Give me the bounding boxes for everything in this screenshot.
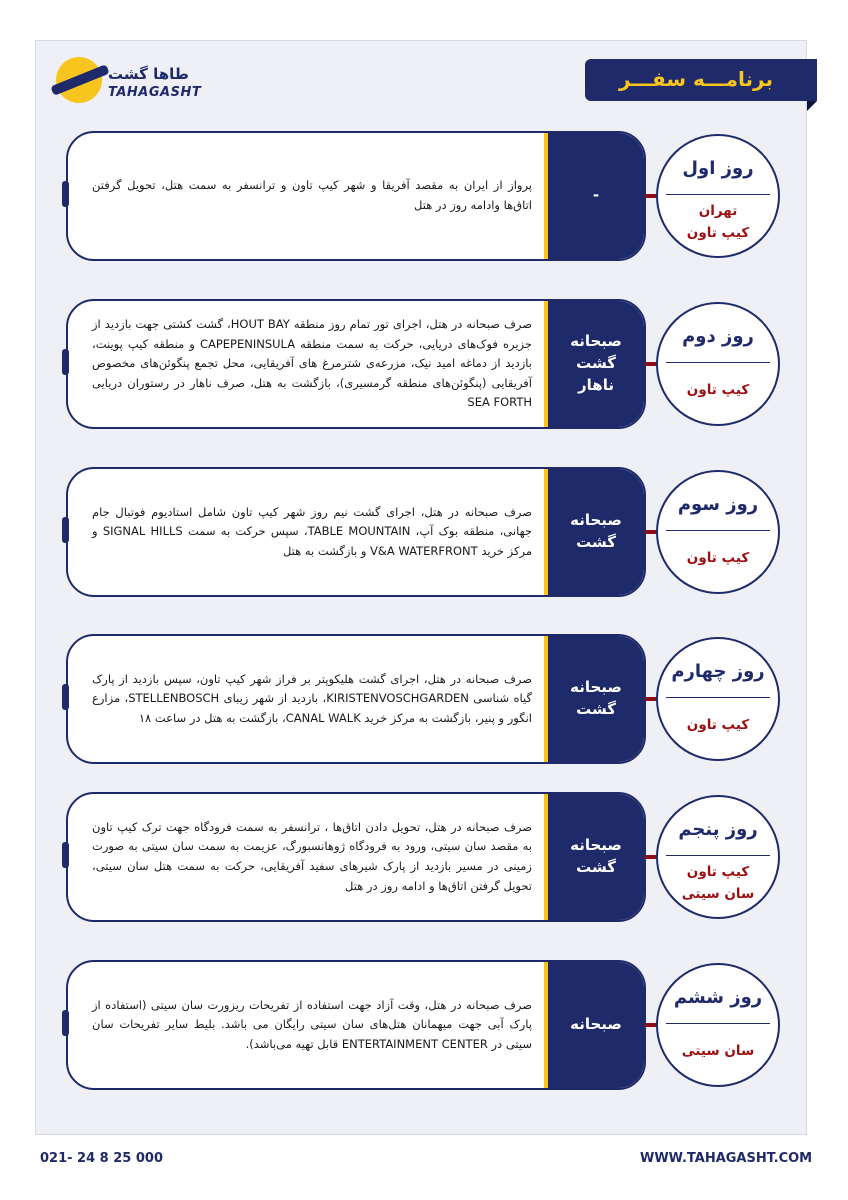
day-meals — [544, 469, 644, 595]
day-cities — [658, 538, 778, 578]
day-row — [0, 467, 848, 599]
day-meal: گشت — [576, 354, 616, 373]
day-divider — [666, 362, 770, 363]
day-meal: صبحانه — [570, 332, 622, 351]
day-city: کیپ تاون — [686, 549, 750, 566]
day-description: پرواز از ایران به مقصد آفریقا و شهر کیپ تاون و ترانسفر به سمت هتل، تحویل گرفتن اتاق‌ها وادامه روز در هتل — [92, 178, 532, 212]
day-city: سان سیتی — [681, 886, 755, 902]
card-edge-mark — [62, 684, 69, 710]
day-meal: صبحانه — [570, 1015, 622, 1034]
card-edge-mark — [62, 1010, 69, 1036]
day-city: کیپ تاون — [686, 716, 750, 733]
day-meals — [544, 301, 644, 427]
day-cities — [658, 202, 778, 242]
card-edge-mark — [62, 842, 69, 868]
day-meals — [544, 133, 644, 259]
day-meal: ناهار — [578, 375, 614, 394]
day-divider — [666, 194, 770, 195]
day-row — [0, 634, 848, 766]
day-cities — [658, 370, 778, 410]
day-description: صرف صبحانه در هتل، تحویل دادن اتاق‌ها ، ترانسفر به سمت فرودگاه جهت ترک کیپ تاون به مقصد سان سیتی، ورود به فرودگاه ژوهانسبورگ، عزیمت به سمت سان سیتی به صورت زمینی در مسیر بازدید از پارک شیرهای سفید آفریقایی، حرکت به سمت هتل سان سیتی، تحویل گرفتن اتاق‌ها و ادامه روز در هتل — [92, 819, 532, 893]
day-meal: گشت — [576, 700, 616, 718]
day-meal: صبحانه — [570, 511, 622, 530]
day-cities — [658, 705, 778, 745]
day-meal: گشت — [576, 533, 616, 551]
day-name: روز چهارم — [671, 661, 765, 682]
day-name: روز اول — [682, 158, 754, 179]
footer-website[interactable]: WWW.TAHAGASHT.COM — [640, 1151, 813, 1166]
day-badge — [656, 963, 780, 1087]
page-title-banner — [585, 59, 817, 101]
day-row — [0, 299, 848, 431]
day-card — [66, 792, 646, 922]
logo-name-en: TAHAGASHT — [108, 85, 202, 100]
day-card — [66, 131, 646, 261]
card-edge-mark — [62, 349, 69, 375]
day-city: تهران — [698, 202, 738, 219]
card-edge-mark — [62, 181, 69, 207]
card-edge-mark — [62, 517, 69, 543]
brand-logo — [50, 55, 202, 105]
day-cities — [658, 1031, 778, 1071]
day-badge — [656, 795, 780, 919]
day-card — [66, 960, 646, 1090]
day-card — [66, 634, 646, 764]
day-meals — [544, 636, 644, 762]
day-row — [0, 960, 848, 1092]
day-city: سان سیتی — [681, 1042, 755, 1059]
day-row — [0, 131, 848, 263]
page-title: برنامـــه سفـــر — [619, 67, 773, 91]
day-cities — [658, 863, 778, 903]
day-meal: گشت — [576, 858, 616, 876]
day-name: روز پنجم — [678, 819, 758, 840]
day-city: کیپ تاون — [686, 863, 750, 880]
day-divider — [666, 697, 770, 698]
day-description: صرف صبحانه در هتل، وقت آزاد جهت استفاده از تفریحات ریزورت سان سیتی (استفاده از پارک آبی جهت میهمانان هتل‌های سان سیتی رایگان می باشد. بلیط سایر تفریحات سان سیتی در ENTERTAINMENT CENTER قابل تهیه می‌باشد). — [92, 997, 532, 1051]
day-description: صرف صبحانه در هتل، اجرای گشت نیم روز شهر کیپ تاون شامل استادیوم فوتبال جام جهانی، منطقه بوک آپ، TABLE MOUNTAIN، سپس حرکت به سمت SIGNAL HILLS و مرکز خرید V&A WATERFRONT و بازگشت به هتل — [92, 504, 533, 558]
day-divider — [666, 530, 770, 531]
day-badge — [656, 637, 780, 761]
day-card — [66, 467, 646, 597]
day-meals — [544, 962, 644, 1088]
day-card — [66, 299, 646, 429]
day-city: کیپ تاون — [686, 225, 750, 241]
day-badge — [656, 302, 780, 426]
day-meals — [544, 794, 644, 920]
day-divider — [666, 855, 770, 856]
day-name: روز دوم — [682, 326, 754, 347]
day-badge — [656, 134, 780, 258]
logo-name-fa: طاها گشت — [108, 65, 189, 83]
day-divider — [666, 1023, 770, 1024]
day-name: روز سوم — [677, 494, 759, 515]
day-description: صرف صبحانه در هتل، اجرای گشت هلیکوپتر بر فراز شهر کیپ تاون، سپس بازدید از پارک گیاه شناسی KIRISTENVOSCHGARDEN، بازدید از شهر زیبای STELLENBOSCH، مزارع انگور و پنیر، بازگشت به مرکز خرید CANAL WALK، بازگشت به هتل در ساعت ۱۸ — [92, 671, 532, 725]
footer-phone[interactable]: 021- 24 8 25 000 — [40, 1151, 163, 1166]
day-row — [0, 792, 848, 924]
day-meal: صبحانه — [570, 836, 622, 855]
day-name: روز ششم — [673, 987, 763, 1008]
day-city: کیپ تاون — [686, 381, 750, 398]
day-badge — [656, 470, 780, 594]
day-description: صرف صبحانه در هتل، اجرای تور تمام روز منطقه HOUT BAY، گشت کشتی جهت بازدید از جزیره فوک‌های دریایی، حرکت به سمت منطقه CAPEPENINSULA و منطقه کیپ پوینت، بازدید از دماغه امید نیک، مزرعه‌ی شترمرغ های آفریقایی، محل تجمع پنگوئن‌های مخصوص آفریقایی (پنگوئن‌های منطقه گرمسیری)، بازگشت به هتل، صرف ناهار در رستوران دریایی SEA FORTH — [92, 317, 532, 410]
day-meal: - — [592, 186, 600, 205]
day-meal: صبحانه — [570, 678, 622, 697]
